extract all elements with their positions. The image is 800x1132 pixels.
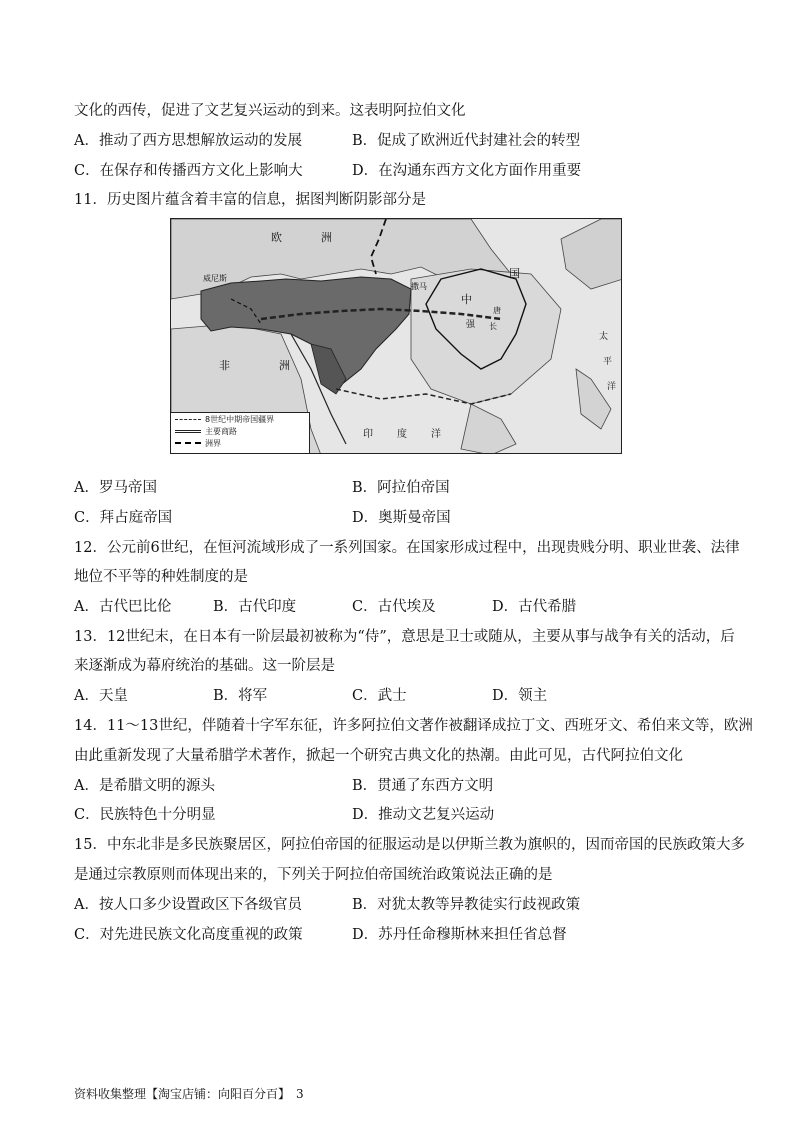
q13-option-a: A．天皇: [74, 688, 128, 704]
question-12-stem-1: 12．公元前6世纪，在恒河流域形成了一系列国家。在国家形成过程中，出现贵贱分明、职业世袭、法律: [74, 540, 740, 556]
legend-continent-symbol: [175, 442, 201, 444]
map-label-state: 强: [466, 320, 476, 330]
map-label-pacific-1: 太: [599, 332, 609, 342]
question-10-stem-end: 文化的西传，促进了文艺复兴运动的到来。这表明阿拉伯文化: [74, 103, 466, 119]
map-legend: [171, 412, 310, 453]
q12-option-d: D．古代希腊: [492, 599, 577, 615]
map-label-samarkand: 撒马: [411, 282, 427, 291]
question-14-stem-1: 14．11～13世纪，伴随着十字军东征，许多阿拉伯文著作被翻译成拉丁文、西班牙文、希伯来文等，欧洲: [74, 718, 753, 734]
q10-option-d: D．在沟通东西方文化方面作用重要: [352, 163, 582, 179]
map-label-china-1: 中: [461, 293, 472, 306]
q14-option-d: D．推动文艺复兴运动: [352, 807, 495, 823]
map-label-venice: 威尼斯: [203, 274, 227, 283]
question-13-stem-1: 13．12世纪末，在日本有一阶层最初被称为“侍”，意思是卫士或随从，主要从事与战争有关的活动，后: [74, 629, 735, 645]
q10-option-a: A．推动了西方思想解放运动的发展: [74, 133, 302, 149]
legend-row-border: [171, 413, 309, 425]
question-15-stem-2: 是通过宗教原则而体现出来的，下列关于阿拉伯帝国统治政策说法正确的是: [74, 867, 553, 883]
legend-row-route: [171, 425, 309, 437]
q11-option-c: C．拜占庭帝国: [74, 510, 173, 526]
legend-route-symbol: [175, 430, 201, 433]
q15-option-a: A．按人口多少设置政区下各级官员: [74, 897, 302, 913]
q14-option-c: C．民族特色十分明显: [74, 807, 216, 823]
map-label-changan: 长: [489, 322, 497, 331]
map-label-pacific-3: 洋: [607, 382, 617, 392]
q14-option-a: A．是希腊文明的源头: [74, 778, 215, 794]
legend-border-symbol: [175, 419, 201, 420]
question-15-stem-1: 15．中东北非是多民族聚居区，阿拉伯帝国的征服运动是以伊斯兰教为旗帜的，因而帝国的民族政策大多: [74, 837, 745, 853]
q14-option-b: B．贯通了东西方文明: [352, 778, 494, 794]
map-label-indian-ocean-2: 度: [397, 429, 407, 440]
q11-option-b: B．阿拉伯帝国: [352, 480, 450, 496]
q10-option-c: C．在保存和传播西方文化上影响大: [74, 163, 303, 179]
map-label-europe-1: 欧: [271, 231, 282, 244]
legend-row-continent: [171, 437, 309, 449]
map-label-china-2: 国: [509, 267, 520, 280]
legend-route-label: 主要商路: [205, 426, 237, 436]
q15-option-b: B．对犹太教等异教徒实行歧视政策: [352, 897, 581, 913]
map-label-africa-2: 洲: [279, 359, 290, 372]
map-label-africa-1: 非: [219, 359, 230, 372]
historical-map: [170, 218, 622, 454]
question-12-stem-2: 地位不平等的种姓制度的是: [74, 569, 248, 585]
q13-option-b: B．将军: [213, 688, 268, 704]
question-13-stem-2: 来逐渐成为幕府统治的基础。这一阶层是: [74, 658, 335, 674]
map-label-pacific-2: 平: [603, 357, 613, 367]
q11-option-d: D．奥斯曼帝国: [352, 510, 451, 526]
q13-option-d: D．领主: [492, 688, 548, 704]
q10-option-b: B．促成了欧洲近代封建社会的转型: [352, 133, 581, 149]
q15-option-c: C．对先进民族文化高度重视的政策: [74, 927, 303, 943]
page-footer: 资料收集整理【淘宝店铺：向阳百分百】 3: [74, 1087, 304, 1101]
q12-option-a: A．古代巴比伦: [74, 599, 172, 615]
q12-option-b: B．古代印度: [213, 599, 297, 615]
question-11-stem: 11．历史图片蕴含着丰富的信息，据图判断阴影部分是: [74, 192, 426, 208]
map-label-tang: 唐: [493, 306, 501, 315]
q13-option-c: C．武士: [352, 688, 407, 704]
q12-option-c: C．古代埃及: [352, 599, 436, 615]
q11-option-a: A．罗马帝国: [74, 480, 157, 496]
question-14-stem-2: 由此重新发现了大量希腊学术著作，掀起一个研究古典文化的热潮。由此可见，古代阿拉伯文化: [74, 748, 683, 764]
map-label-indian-ocean-1: 印: [363, 429, 373, 440]
legend-continent-label: 洲界: [205, 438, 221, 448]
map-label-indian-ocean-3: 洋: [431, 429, 441, 440]
legend-border-label: 8世纪中期帝国疆界: [205, 414, 275, 424]
q15-option-d: D．苏丹任命穆斯林来担任省总督: [352, 927, 567, 943]
map-label-europe-2: 洲: [321, 231, 332, 244]
